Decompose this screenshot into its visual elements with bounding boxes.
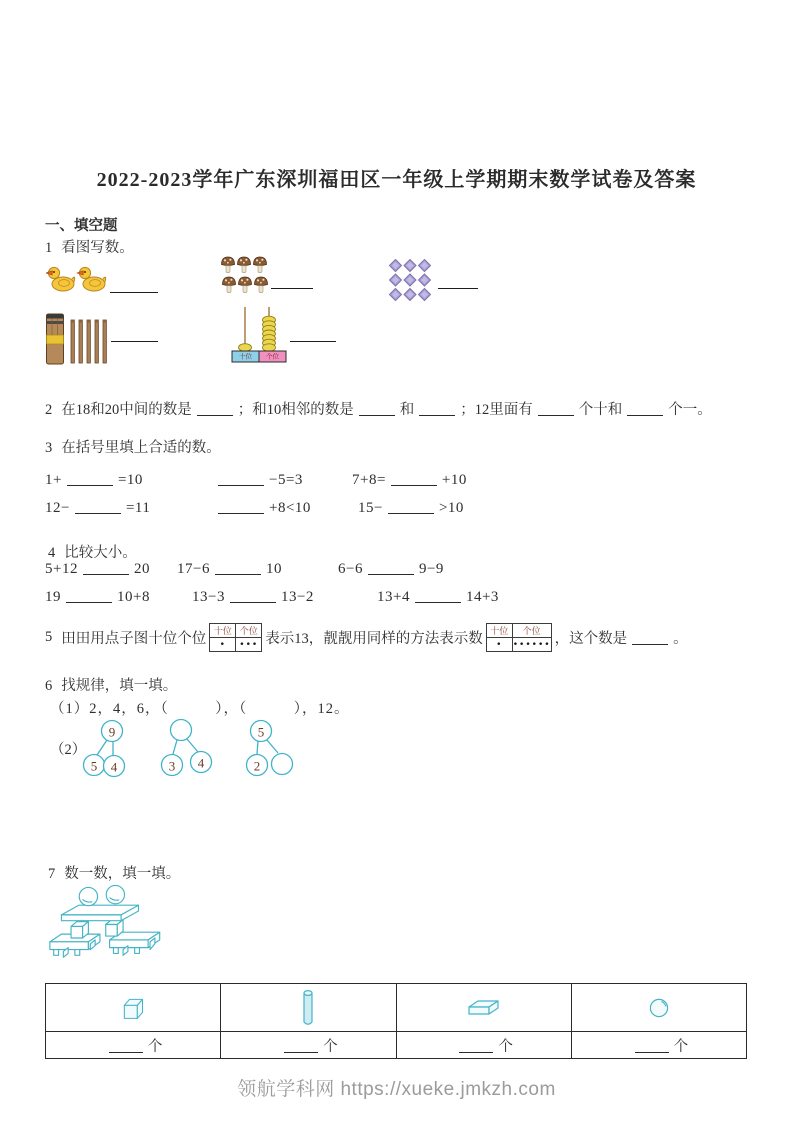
q2-blank-3 — [419, 402, 455, 416]
q4-text: 比较大小。 — [64, 545, 137, 561]
q4-cmp6-blank — [415, 589, 461, 603]
cylinder-count-cell — [221, 1032, 396, 1059]
q6-label — [45, 674, 177, 695]
q3-eq6-pre: 15− — [358, 500, 383, 516]
q6-text: 找规律，填一填。 — [61, 678, 178, 694]
sphere-count-blank — [635, 1039, 669, 1053]
q4-cmp4-blank — [66, 589, 112, 603]
bond2-right: 4 — [197, 755, 205, 771]
sphere-icon — [648, 997, 670, 1019]
q2-blank-1 — [197, 402, 233, 416]
q1-answer-line-mushrooms — [271, 287, 313, 289]
bond1-right: 4 — [110, 759, 118, 775]
q5-number: 5 — [45, 629, 53, 645]
q5-t2-tens-label: 十位 — [486, 624, 512, 638]
cylinder-icon — [301, 988, 315, 1028]
q5-t2-ones-label: 个位 — [512, 624, 551, 638]
sphere-cell — [571, 984, 746, 1032]
q5-part2: 表示13，靓靓用同样的方法表示数 — [265, 631, 483, 647]
q6-sub2-label: （2） — [50, 742, 87, 758]
q4-cmp2-post: 10 — [265, 561, 282, 577]
q2-part6: 个一。 — [668, 402, 712, 418]
q5-part4: 。 — [673, 631, 688, 647]
q7-number: 7 — [48, 866, 56, 882]
cylinder-count-unit: 个 — [323, 1038, 338, 1055]
q3-eq2-blank — [218, 472, 264, 486]
q3-eq4-pre: 12− — [45, 500, 70, 516]
bond1-top: 9 — [108, 724, 116, 740]
ducks-image — [46, 263, 108, 297]
q1-text: 看图写数。 — [61, 240, 134, 256]
abacus-image — [227, 305, 291, 365]
q4-cmp1-blank — [83, 561, 129, 575]
q4-label — [48, 541, 137, 562]
cube-cell — [46, 984, 221, 1032]
q2-part5: 个十和 — [578, 402, 623, 418]
answer-row — [46, 1032, 747, 1059]
q1-number: 1 — [45, 240, 53, 256]
q3-eq-3 — [352, 472, 467, 489]
q3-eq-5 — [213, 500, 311, 517]
q4-cmp5-post: 13−2 — [280, 589, 314, 605]
q5-t1-tens-dots: • — [210, 638, 236, 652]
q4-cmp4-pre: 19 — [45, 589, 61, 605]
q3-eq-1 — [45, 472, 143, 489]
q3-eq3-post: +10 — [441, 472, 467, 488]
q3-eq3-pre: 7+8= — [352, 472, 386, 488]
q5-dot-table-1 — [209, 623, 262, 652]
q2-number: 2 — [45, 402, 53, 418]
cuboid-count-cell — [396, 1032, 571, 1059]
q4-number: 4 — [48, 545, 56, 561]
q3-eq2-post: −5=3 — [269, 472, 303, 488]
q4-cmp3-pre: 6−6 — [338, 561, 363, 577]
q2-blank-4 — [538, 402, 574, 416]
q3-eq1-blank — [67, 472, 113, 486]
q4-cmp1-post: 20 — [133, 561, 150, 577]
q2-part1: 在18和20中间的数是 — [61, 402, 192, 418]
q4-cmp1-pre: 5+12 — [45, 561, 78, 577]
site-watermark: 领航学科网 https://xueke.jmkzh.com — [237, 1079, 556, 1100]
q2-part3: 和 — [399, 402, 415, 418]
q4-cmp-5 — [192, 589, 314, 606]
q2-blank-5 — [627, 402, 663, 416]
q4-cmp-2 — [177, 561, 282, 578]
cylinder-cell — [221, 984, 396, 1032]
abacus-ones-label: 个位 — [266, 353, 279, 361]
q5-t2-ones-dots: •••••• — [512, 639, 551, 650]
q4-cmp5-pre: 13−3 — [192, 589, 225, 605]
q3-eq1-post: =10 — [117, 472, 143, 488]
q5-blank — [632, 631, 668, 645]
q4-cmp3-post: 9−9 — [418, 561, 444, 577]
q5-t1-tens-label: 十位 — [210, 624, 236, 638]
cuboid-cell — [396, 984, 571, 1032]
cube-count-unit: 个 — [147, 1038, 163, 1055]
q4-cmp4-post: 10+8 — [117, 589, 150, 605]
cylinder-count-blank — [284, 1039, 318, 1053]
q3-eq-2 — [213, 472, 303, 489]
q5-t2-tens-dots: • — [486, 638, 512, 652]
section-heading: 一、填空题 — [45, 218, 118, 234]
q2-blank-2 — [359, 402, 395, 416]
q4-cmp-1 — [45, 561, 150, 578]
q3-eq4-blank — [75, 500, 121, 514]
q2-line — [45, 398, 712, 419]
sphere-count-cell — [571, 1032, 746, 1059]
q3-eq-4 — [45, 500, 150, 517]
cube-icon — [120, 995, 146, 1021]
q1-answer-line-gems — [438, 287, 478, 289]
q4-cmp-6 — [377, 589, 499, 606]
q3-eq3-blank — [391, 472, 437, 486]
q7-text: 数一数，填一填。 — [64, 866, 181, 882]
q2-part4: ；12里面有 — [460, 402, 533, 418]
q6-sub1: （1）2，4，6，（ ），（ ），12。 — [50, 701, 350, 717]
q2-part2: ；和10相邻的数是 — [237, 402, 354, 418]
q3-eq-6 — [358, 500, 464, 517]
blocks-structure-image — [46, 884, 178, 965]
mushrooms-image — [221, 256, 271, 296]
q3-label — [45, 436, 221, 457]
gems-image — [389, 259, 432, 302]
sphere-count-unit: 个 — [673, 1038, 689, 1055]
q3-eq5-blank — [218, 500, 264, 514]
q6-number: 6 — [45, 678, 53, 694]
q5-t1-ones-label: 个位 — [236, 624, 262, 638]
cuboid-icon — [466, 998, 502, 1018]
q3-eq1-pre: 1+ — [45, 472, 62, 488]
q5-line — [45, 623, 688, 652]
q5-part1: 田田用点子图十位个位 — [61, 631, 207, 647]
q5-part3: ，这个数是 — [554, 631, 628, 647]
q3-text: 在括号里填上合适的数。 — [61, 440, 221, 456]
abacus-tens-label: 十位 — [239, 353, 252, 361]
bond3-left: 2 — [253, 758, 261, 774]
q1-answer-line-abacus — [290, 340, 336, 342]
q3-number: 3 — [45, 440, 53, 456]
q3-eq5-post: +8<10 — [269, 500, 311, 516]
q4-cmp-3 — [338, 561, 444, 578]
q7-label — [48, 862, 180, 883]
bond2-left: 3 — [168, 758, 176, 774]
q5-t1-ones-dots: ••• — [236, 638, 262, 652]
sticks-image — [45, 311, 109, 367]
q3-eq6-post: >10 — [438, 500, 464, 516]
q1-label — [45, 236, 134, 257]
q4-cmp-4 — [45, 589, 150, 606]
cuboid-count-blank — [459, 1039, 493, 1053]
bond3-top: 5 — [257, 724, 265, 740]
q4-cmp3-blank — [368, 561, 414, 575]
q1-answer-line-sticks — [111, 340, 158, 342]
q3-eq4-post: =11 — [125, 500, 151, 516]
page-title: 2022-2023学年广东深圳福田区一年级上学期期末数学试卷及答案 — [96, 169, 697, 191]
cuboid-count-unit: 个 — [498, 1038, 513, 1055]
q4-cmp6-pre: 13+4 — [377, 589, 410, 605]
q4-cmp2-blank — [215, 561, 261, 575]
count-shapes-table — [45, 983, 747, 1059]
cube-count-blank — [109, 1039, 143, 1053]
q1-answer-line-ducks — [110, 291, 158, 293]
q4-cmp6-post: 14+3 — [465, 589, 499, 605]
q4-cmp5-blank — [230, 589, 276, 603]
q3-eq6-blank — [388, 500, 434, 514]
number-bonds-image — [80, 714, 295, 786]
bond1-left: 5 — [90, 758, 98, 774]
shape-row — [46, 984, 747, 1032]
q4-cmp2-pre: 17−6 — [177, 561, 210, 577]
q5-dot-table-2 — [486, 623, 552, 652]
cube-count-cell — [46, 1032, 221, 1059]
